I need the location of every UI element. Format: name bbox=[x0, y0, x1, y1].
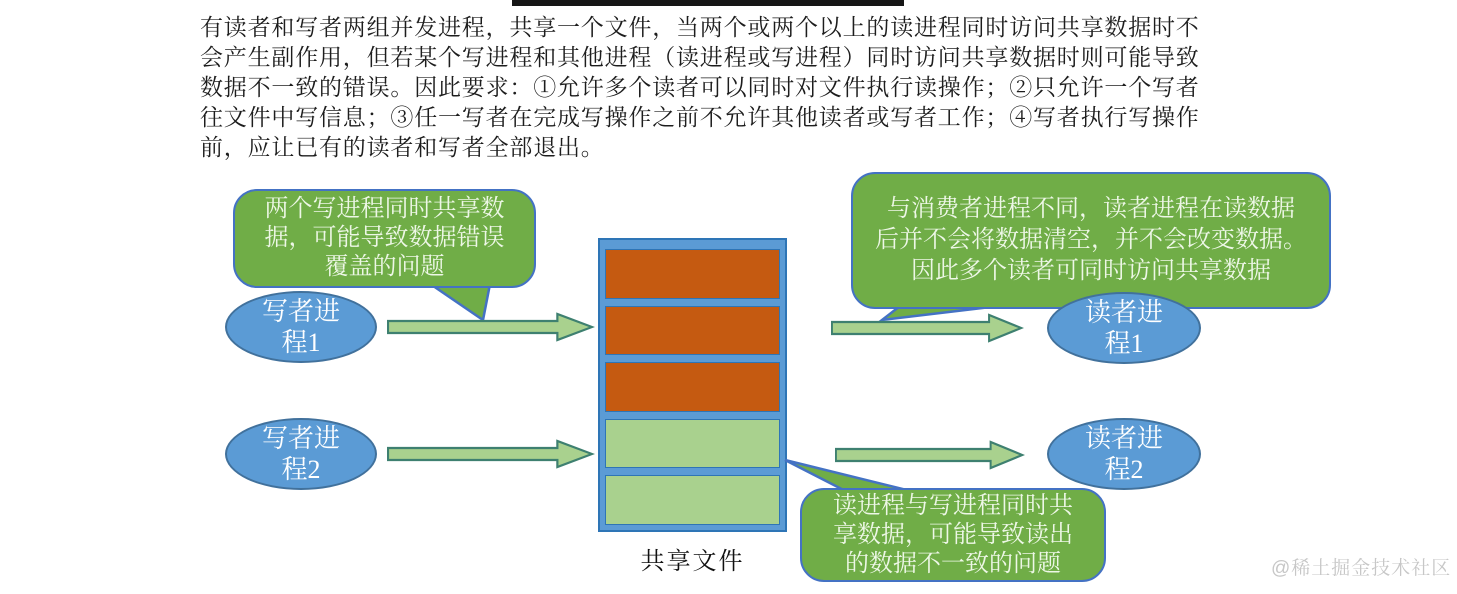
arrow-writer2-to-file bbox=[387, 439, 595, 469]
reader-process-2-ellipse bbox=[1047, 418, 1201, 490]
process-label-line: 读者进 bbox=[1084, 298, 1163, 327]
writer-process-2-ellipse bbox=[225, 418, 377, 490]
description-line: 有读者和写者两组并发进程，共享一个文件，当两个或两个以上的读进程同时访问共享数据时不 bbox=[200, 15, 1200, 40]
process-label-line: 程2 bbox=[1104, 455, 1144, 484]
arrow-file-to-reader1 bbox=[831, 313, 1024, 343]
process-label-line: 写者进 bbox=[261, 424, 340, 453]
callout-line: 与消费者进程不同，读者进程在读数据 bbox=[887, 196, 1295, 222]
process-label-line: 读者进 bbox=[1084, 424, 1163, 453]
callout-line: 后并不会将数据清空，并不会改变数据。 bbox=[875, 227, 1307, 253]
callout-writers-conflict bbox=[233, 189, 536, 288]
shared-file-label: 共享文件 bbox=[640, 549, 745, 575]
process-label-line: 写者进 bbox=[261, 297, 340, 326]
problem-description bbox=[200, 13, 1290, 163]
file-block-written bbox=[605, 249, 780, 299]
file-block-written bbox=[605, 362, 780, 412]
writer-process-1-ellipse bbox=[225, 291, 377, 363]
watermark: @稀土掘金技术社区 bbox=[1271, 558, 1452, 579]
process-label-line: 程1 bbox=[1104, 329, 1144, 358]
cropped-heading-underline bbox=[512, 0, 904, 6]
process-label-line: 程2 bbox=[281, 455, 321, 484]
callout-line: 覆盖的问题 bbox=[324, 254, 445, 280]
description-line: 数据不一致的错误。因此要求：①允许多个读者可以同时对文件执行读操作；②只允许一个写者 bbox=[200, 75, 1200, 100]
callout-line: 的数据不一致的问题 bbox=[845, 550, 1061, 577]
callout-read-write-conflict bbox=[800, 488, 1106, 582]
arrow-writer1-to-file bbox=[387, 312, 595, 342]
file-block-empty bbox=[605, 475, 780, 525]
description-line: 往文件中写信息；③任一写者在完成写操作之前不允许其他读者或写者工作；④写者执行写操作 bbox=[200, 105, 1200, 130]
callout-line: 享数据，可能导致读出 bbox=[833, 521, 1073, 548]
file-block-empty bbox=[605, 419, 780, 469]
reader-process-1-ellipse bbox=[1047, 292, 1201, 364]
callout-line: 两个写进程同时共享数 bbox=[264, 196, 505, 222]
callout-line: 因此多个读者可同时访问共享数据 bbox=[911, 258, 1271, 284]
callout-line: 据，可能导致数据错误 bbox=[264, 225, 505, 251]
arrow-file-to-reader2 bbox=[835, 440, 1025, 470]
description-line: 会产生副作用，但若某个写进程和其他进程（读进程或写进程）同时访问共享数据时则可能导致 bbox=[200, 45, 1200, 70]
callout-line: 读进程与写进程同时共 bbox=[833, 492, 1073, 519]
file-block-written bbox=[605, 306, 780, 356]
description-line: 前，应让已有的读者和写者全部退出。 bbox=[200, 135, 605, 160]
process-label-line: 程1 bbox=[281, 328, 321, 357]
shared-file bbox=[598, 238, 787, 532]
callout-readers-nature bbox=[851, 172, 1331, 309]
